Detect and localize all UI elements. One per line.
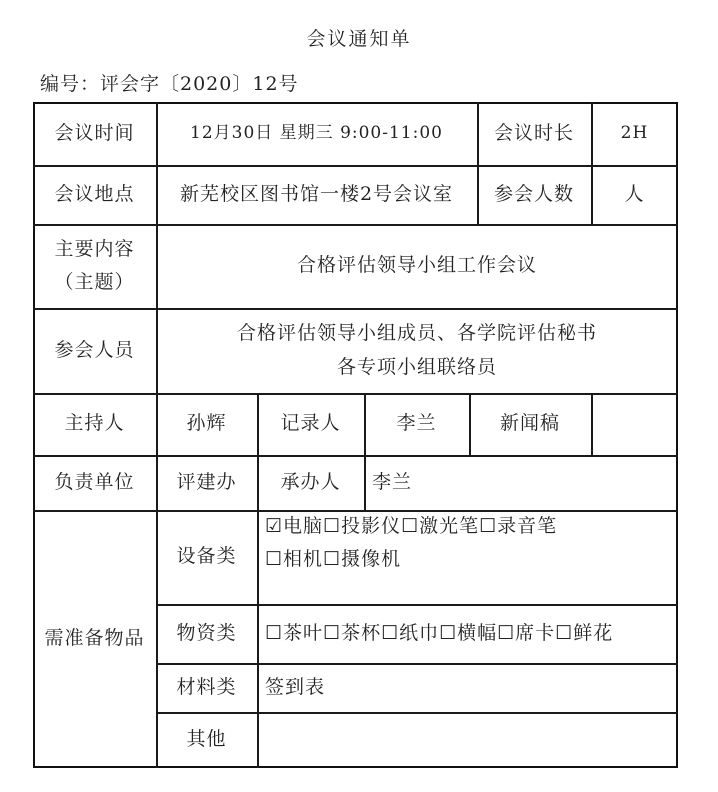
- responsible-unit-label: 负责单位: [54, 470, 135, 493]
- other-label: 其他: [186, 728, 227, 751]
- materials-value: 签到表: [265, 675, 326, 698]
- supplies-options: ☐茶叶☐茶杯☐纸巾☐横幅☐席卡☐鲜花: [265, 621, 614, 644]
- recorder-label: 记录人: [280, 412, 341, 435]
- main-content-value: 合格评估领导小组工作会议: [296, 254, 537, 277]
- responsible-unit-value: 评建办: [176, 470, 237, 493]
- recorder-value: 李兰: [396, 412, 437, 435]
- host-value: 孙辉: [186, 412, 227, 435]
- attendee-count-label: 参会人数: [493, 182, 574, 205]
- meeting-duration-label: 会议时长: [493, 121, 574, 144]
- attendees-label: 参会人员: [54, 338, 135, 361]
- main-content-label-line1: 主要内容: [54, 237, 135, 260]
- host-label: 主持人: [64, 412, 125, 435]
- supplies-label: 物资类: [176, 621, 237, 644]
- document-number: 编号：评会字〔2020〕12号: [40, 73, 299, 95]
- meeting-place-label: 会议地点: [54, 182, 135, 205]
- meeting-notice-form: [33, 102, 678, 768]
- press-release-label: 新闻稿: [499, 412, 560, 435]
- equipment-options-line1: ☑电脑☐投影仪☐激光笔☐录音笔: [265, 515, 558, 537]
- meeting-time-label: 会议时间: [54, 121, 135, 144]
- organizer-value: 李兰: [372, 470, 413, 493]
- other-value: [257, 712, 678, 768]
- attendees-line2: 各专项小组联络员: [336, 355, 497, 378]
- meeting-time-value: 12月30日 星期三 9:00-11:00: [190, 122, 443, 143]
- organizer-label: 承办人: [280, 470, 341, 493]
- press-release-value: [591, 393, 678, 455]
- form-title: 会议通知单: [306, 28, 412, 50]
- attendee-count-value: 人: [624, 182, 645, 205]
- equipment-label: 设备类: [176, 545, 237, 568]
- equipment-options-line2: ☐相机☐摄像机: [265, 548, 402, 571]
- equipment-options: [257, 510, 678, 604]
- main-content-label: [33, 224, 156, 308]
- items-label: 需准备物品: [44, 627, 145, 650]
- attendees-line1: 合格评估领导小组成员、各学院评估秘书: [236, 322, 597, 345]
- main-content-label-line2: （主题）: [54, 271, 135, 293]
- materials-label: 材料类: [176, 675, 237, 698]
- attendees-value: [156, 308, 678, 393]
- meeting-place-value: 新芜校区图书馆一楼2号会议室: [179, 182, 454, 205]
- meeting-duration-value: 2H: [620, 122, 649, 143]
